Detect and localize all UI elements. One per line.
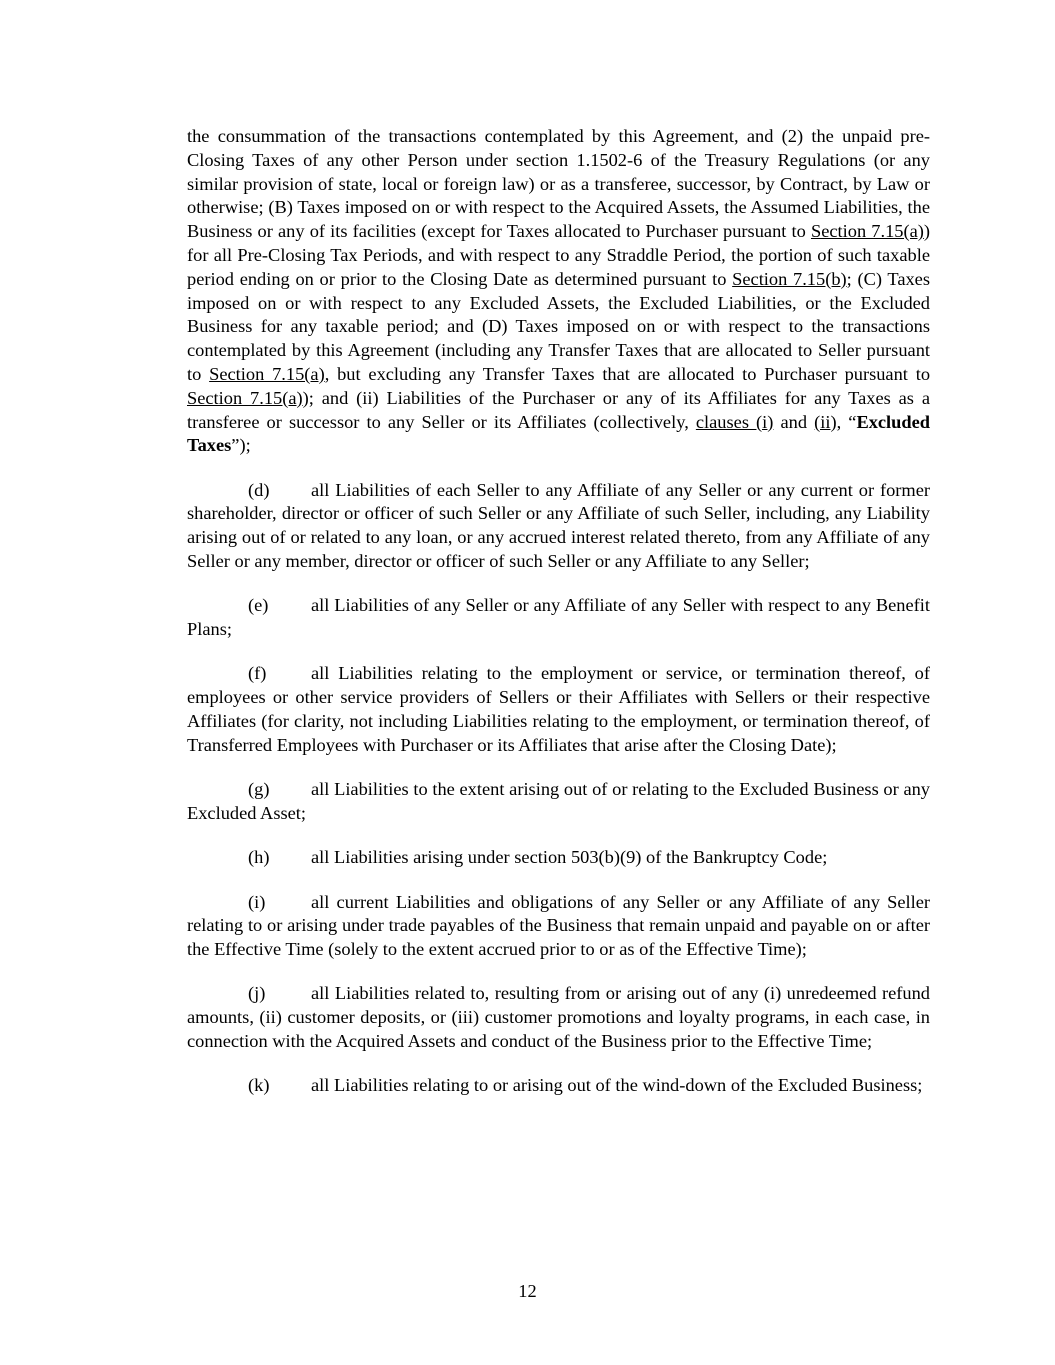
section-reference: Section 7.15(a)	[209, 363, 325, 384]
list-item	[187, 846, 930, 870]
intro-text: ) for all Pre-Closing Tax Periods, and with respect to any Straddle Period, the portion of such taxable period ending on or prior to the Closing Date as determined pursuant to	[187, 221, 931, 289]
item-text: all current Liabilities and obligations of any Seller or any Affiliate of any Seller relating to or arising under trade payables of the Business that remain unpaid and payable on or after the Effective Time (solely to the extent accrued prior to or as of the Effective Time);	[187, 891, 930, 960]
intro-text: ; (C) Taxes imposed on or with respect to any Excluded Assets, the Excluded Liabilities, or the Excluded Business for any taxable period; and (D) Taxes imposed on or with respect to the transactions contemplated by this Agreement (including any Transfer Taxes that are allocated to Seller pursuant to	[187, 268, 930, 384]
intro-text: ); and (ii) Liabilities of the Purchaser or any of its Affiliates for any Taxes as a transferee or successor to any Seller or its Affiliates (collectively,	[187, 387, 930, 432]
intro-text: ”);	[231, 435, 251, 456]
document-body	[187, 125, 930, 1119]
list-item	[187, 891, 930, 962]
list-item	[187, 1074, 930, 1098]
item-label: (g)	[248, 779, 270, 800]
intro-text: , but excluding any Transfer Taxes that are allocated to Purchaser pursuant to	[324, 363, 931, 384]
item-label: (j)	[248, 983, 266, 1004]
item-label: (d)	[248, 479, 270, 500]
item-label: (i)	[248, 891, 266, 912]
section-reference: Section 7.15(a)	[187, 387, 303, 408]
defined-term: Excluded Taxes	[187, 411, 931, 456]
item-label: (f)	[248, 663, 267, 684]
intro-text: and	[773, 411, 815, 432]
item-text: all Liabilities arising under section 503(b)(9) of the Bankruptcy Code;	[311, 847, 828, 868]
clause-reference: clauses (i)	[695, 411, 774, 432]
list-item	[187, 662, 930, 757]
item-label: (e)	[248, 595, 269, 616]
item-label: (h)	[248, 847, 270, 868]
intro-paragraph	[187, 125, 930, 458]
clause-reference: (ii)	[814, 411, 837, 432]
list-item	[187, 982, 930, 1053]
list-item	[187, 479, 930, 574]
list-item	[187, 594, 930, 642]
page-number: 12	[518, 1281, 537, 1301]
item-text: all Liabilities relating to the employment or service, or termination thereof, of employees or other service providers of Sellers or their Affiliates with Sellers or their respective Affiliates (for clarity, not including Liabilities relating to the employment, or termination thereof, of Transferred Employees with Purchaser or its Affiliates that arise after the Closing Date);	[187, 663, 930, 755]
intro-text: , “	[836, 411, 857, 432]
section-reference: Section 7.15(a)	[810, 221, 924, 242]
item-text: all Liabilities to the extent arising out of or relating to the Excluded Business or any Excluded Asset;	[187, 779, 930, 823]
intro-text: the consummation of the transactions contemplated by this Agreement, and (2) the unpaid pre-Closing Taxes of any other Person under section 1.1502-6 of the Treasury Regulations (or any similar provision of state, local or foreign law) or as a transferee, successor, by Contract, by Law or otherwise; (B) Taxes imposed on or with respect to the Acquired Assets, the Assumed Liabilities, the Business or any of its facilities (except for Taxes allocated to Purchaser pursuant to	[187, 126, 930, 242]
section-reference: Section 7.15(b)	[732, 268, 847, 289]
item-text: all Liabilities relating to or arising out of the wind-down of the Excluded Business;	[311, 1075, 923, 1096]
item-text: all Liabilities related to, resulting from or arising out of any (i) unredeemed refund amounts, (ii) customer deposits, or (iii) customer promotions and loyalty programs, in each case, in connection with the Acquired Assets and conduct of the Business prior to the Effective Time;	[187, 983, 930, 1051]
item-text: all Liabilities of each Seller to any Affiliate of any Seller or any current or former shareholder, director or officer of such Seller or any Affiliate of such Seller, including, any Liability arising out of or related to any loan, or any accrued interest related thereto, from any Affiliate of any Seller or any member, director or officer of such Seller or any Affiliate to any Seller;	[187, 479, 930, 572]
list-item	[187, 778, 930, 826]
item-label: (k)	[248, 1075, 270, 1096]
item-text: all Liabilities of any Seller or any Affiliate of any Seller with respect to any Benefit Plans;	[187, 595, 930, 640]
